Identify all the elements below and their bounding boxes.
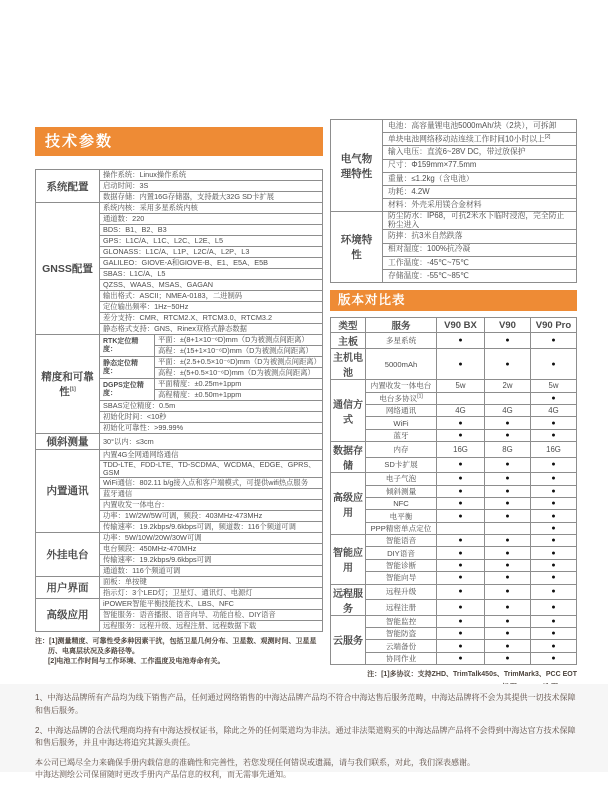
category-label: 数据存储 [331, 442, 366, 473]
section-label: 用户界面 [36, 576, 100, 598]
service-label: 智能向导 [366, 572, 437, 584]
spec-row [36, 335, 323, 346]
spec-value: 定位输出频率：1Hz~50Hz [100, 302, 323, 313]
category-label: 通信方式 [331, 380, 366, 442]
standard-dot: ● [531, 510, 577, 522]
standard-dot: ● [437, 349, 485, 380]
spec-row [36, 532, 323, 543]
spec-value: WiFi通信：802.11 b/g接入点和客户端模式，可提供wifi热点服务 [100, 477, 323, 488]
standard-dot: ● [437, 485, 485, 497]
compare-row [331, 535, 577, 547]
tech-specs-table [35, 169, 323, 632]
service-label: 电平衡 [366, 510, 437, 522]
spec-value: 操作系统：Linux操作系统 [100, 170, 323, 181]
section-label: 精度和可靠性[1] [36, 335, 100, 434]
category-label: 云服务 [331, 615, 366, 665]
standard-dot: ● [485, 547, 531, 559]
compare-row [331, 349, 577, 380]
spec-value: 输入电压：直流6~28V DC，带过放保护 [383, 146, 577, 159]
spec-value: 材料：外壳采用镁合金材料 [383, 199, 577, 212]
standard-dot: ● [531, 652, 577, 664]
compare-header-row [331, 318, 577, 333]
compare-row [331, 652, 577, 664]
spec-value: 电池：高容量锂电池5000mAh/块（2块），可拆卸 [383, 120, 577, 133]
standard-dot: ● [437, 497, 485, 509]
spec-row [36, 450, 323, 461]
category-label: 智能应用 [331, 535, 366, 585]
spec-value: 初始化时间：<10秒 [100, 412, 323, 423]
standard-dot: ● [531, 392, 577, 404]
standard-dot: ● [437, 628, 485, 640]
disclaimer-1: 1、中海达品牌所有产品均为线下销售产品，任何通过网络销售的中海达品牌产品均不符合中海达售后服务范畴，中海达品牌将不会为其提供一切技术保障和售后服务。 [35, 693, 576, 715]
service-label: 智能防盗 [366, 628, 437, 640]
compare-row [331, 417, 577, 429]
spec-row [36, 170, 323, 181]
standard-dot: ● [531, 457, 577, 473]
standard-dot: ● [485, 652, 531, 664]
compare-row [331, 547, 577, 559]
right-panel [330, 119, 577, 692]
service-label: 智能语音 [366, 535, 437, 547]
compare-value: 4G [485, 404, 531, 416]
section-label: 环境特性 [331, 212, 383, 283]
standard-dot: ● [531, 417, 577, 429]
spec-value: 智能服务：语音播报、语音向导、功能自检、DIY语音 [100, 609, 323, 620]
standard-dot: ● [485, 333, 531, 349]
section-label: 内置通讯 [36, 450, 100, 533]
compare-row [331, 380, 577, 392]
superscript: [1] [417, 393, 423, 400]
compare-row [331, 584, 577, 600]
spec-value: GLONASS：L1C/A、L1P、L2C/A、L2P、L3 [100, 247, 323, 258]
spec-value: 功耗：4.2W [383, 185, 577, 198]
spec-row [36, 434, 323, 450]
footnote-2: [2]电池工作时间与工作环境、工作温度及电池寿命有关。 [48, 658, 225, 666]
spec-value: 存储温度：-55℃~85℃ [383, 270, 577, 283]
service-label: 内存 [366, 442, 437, 458]
compare-row [331, 559, 577, 571]
compare-value: 5w [437, 380, 485, 392]
spec-row [331, 212, 577, 230]
standard-dot: ● [437, 457, 485, 473]
standard-dot: ● [437, 600, 485, 616]
standard-dot: ● [531, 333, 577, 349]
column-header: 类型 [331, 318, 366, 333]
spec-row [36, 203, 323, 214]
service-label: NFC [366, 497, 437, 509]
section-label: GNSS配置 [36, 203, 100, 335]
spec-value: 相对湿度：100%抗冷凝 [383, 243, 577, 256]
spec-value: 远程服务：远程升级、远程注册、远程数据下载 [100, 620, 323, 631]
disclaimer-4: 中海达测绘公司保留随时更改手册内产品信息的权利，而无需事先通知。 [35, 770, 291, 780]
compare-value: 2w [485, 380, 531, 392]
compare-row [331, 333, 577, 349]
standard-dot: ● [437, 417, 485, 429]
spec-value: 启动时间：3S [100, 181, 323, 192]
spec-value: GPS：L1C/A、L1C、L2C、L2E、L5 [100, 236, 323, 247]
standard-dot: ● [531, 485, 577, 497]
standard-dot: ● [437, 640, 485, 652]
service-label: 智能监控 [366, 615, 437, 627]
compare-value: 4G [531, 404, 577, 416]
category-label: 远程服务 [331, 584, 366, 615]
standard-dot: ● [485, 615, 531, 627]
compare-value: 4G [437, 404, 485, 416]
spec-value: 单块电池网络移动站连续工作时间10小时以上[2] [383, 133, 577, 146]
service-label: PPP精密单点定位 [366, 522, 437, 534]
compare-row [331, 628, 577, 640]
spec-value: 高程：±(5+0.5×10⁻⁶D)mm（D为被测点间距离） [155, 368, 323, 379]
compare-value: 16G [531, 442, 577, 458]
standard-dot: ● [485, 429, 531, 441]
spec-value: 面板：单按键 [100, 576, 323, 587]
service-label: 内置收发一体电台 [366, 380, 437, 392]
standard-dot: ● [531, 615, 577, 627]
superscript: [2] [544, 133, 551, 140]
spec-value: 重量：≤1.2kg（含电池） [383, 172, 577, 185]
service-label: 远程注册 [366, 600, 437, 616]
superscript: [1] [69, 386, 76, 393]
spec-value: 平面：±(2.5+0.5×10⁻⁶D)mm（D为被测点间距离） [155, 357, 323, 368]
footnote-1: 注：[1]测量精度、可靠性受多种因素干扰，包括卫星几何分布、卫星数、观测时间、卫星星历、电离层状况及多路径等。 [35, 637, 317, 655]
sub-label: DGPS定位精度： [100, 379, 155, 401]
compare-row [331, 392, 577, 404]
service-label: 云端备份 [366, 640, 437, 652]
standard-dot: ● [437, 473, 485, 485]
spec-row [36, 598, 323, 609]
standard-dot: ● [485, 349, 531, 380]
standard-dot: ● [531, 522, 577, 534]
compare-row [331, 615, 577, 627]
spec-value: SBAS：L1C/A、L5 [100, 269, 323, 280]
left-panel [35, 127, 323, 667]
spec-value: 蓝牙通信 [100, 488, 323, 499]
standard-dot: ● [437, 584, 485, 600]
standard-dot: ● [485, 584, 531, 600]
section-label: 电气物理特性 [331, 120, 383, 212]
section-label: 系统配置 [36, 170, 100, 203]
spec-row [36, 576, 323, 587]
service-label: 网络通讯 [366, 404, 437, 416]
spec-value: 尺寸：Φ159mm×77.5mm [383, 159, 577, 172]
compare-row [331, 485, 577, 497]
spec-value: 防摔：抗3米自然跌落 [383, 230, 577, 243]
spec-value: 输出格式：ASCII；NMEA-0183，二进制码 [100, 291, 323, 302]
compare-row [331, 404, 577, 416]
sub-label: RTK定位精度： [100, 335, 155, 357]
standard-dot: ● [531, 584, 577, 600]
service-label: 协同作业 [366, 652, 437, 664]
standard-dot: ● [485, 473, 531, 485]
standard-dot: ● [437, 535, 485, 547]
standard-dot: ● [437, 333, 485, 349]
compare-footnote: 注：[1]多协议：支持ZHD、TrimTalk450s、TrimMark3、PCC EOT [367, 671, 577, 679]
version-compare-title: 版本对比表 [330, 290, 577, 311]
standard-dot: ● [437, 510, 485, 522]
standard-dot: ● [485, 559, 531, 571]
service-label: DIY语音 [366, 547, 437, 559]
compare-value [437, 392, 485, 404]
category-label: 主机电池 [331, 349, 366, 380]
service-label: 蓝牙 [366, 429, 437, 441]
standard-dot: ● [531, 535, 577, 547]
standard-dot: ● [531, 559, 577, 571]
standard-dot: ● [531, 349, 577, 380]
column-header: 服务 [366, 318, 437, 333]
spec-value: 功率：1W/2W/5W可调，频段：403MHz-473MHz [100, 510, 323, 521]
spec-value: 指示灯：3个LED灯；卫星灯、通讯灯、电源灯 [100, 587, 323, 598]
service-label: SD卡扩展 [366, 457, 437, 473]
standard-dot: ● [437, 572, 485, 584]
compare-value [485, 522, 531, 534]
spec-value: 系统内核：采用多星系统内核 [100, 203, 323, 214]
disclaimer-2: 2、中海达品牌的合法代理商均持有中海达授权证书，除此之外的任何渠道均为非法。通过非法渠道购买的中海达品牌产品将不会得到中海达官方技术保障和售后服务，并且中海达将追究其源头责任。 [35, 725, 576, 748]
standard-dot: ● [485, 497, 531, 509]
footer-text [35, 692, 583, 781]
spec-value: 高程精度：±0.50m+1ppm [155, 390, 323, 401]
spec-value: 静态格式支持：GNS、Rinex双格式静态数据 [100, 324, 323, 335]
standard-dot: ● [531, 572, 577, 584]
compare-value: 8G [485, 442, 531, 458]
section-label: 高级应用 [36, 598, 100, 631]
spec-value: QZSS、WAAS、MSAS、GAGAN [100, 280, 323, 291]
service-label: 倾斜测量 [366, 485, 437, 497]
spec-value: 功率：5W/10W/20W/30W可调 [100, 532, 323, 543]
compare-value [485, 392, 531, 404]
compare-row [331, 522, 577, 534]
service-label: 电台多协议[1] [366, 392, 437, 404]
compare-row [331, 442, 577, 458]
sub-label: 静态定位精度： [100, 357, 155, 379]
standard-dot: ● [437, 652, 485, 664]
spec-value: 内置收发一体电台： [100, 499, 323, 510]
version-compare-table [330, 317, 577, 665]
compare-row [331, 640, 577, 652]
compare-value: 5w [531, 380, 577, 392]
spec-value: 内置4G全网通网络通信 [100, 450, 323, 461]
service-label: 电子气泡 [366, 473, 437, 485]
spec-value: 初始化可靠性：>99.99% [100, 423, 323, 434]
spec-value: 电台频段：450MHz-470MHz [100, 543, 323, 554]
spec-value: 30°以内：≤3cm [100, 434, 323, 450]
standard-dot: ● [437, 559, 485, 571]
spec-value: 数据存储：内置16G存储器，支持最大32G SD卡扩展 [100, 192, 323, 203]
service-label: WiFi [366, 417, 437, 429]
standard-dot: ● [485, 457, 531, 473]
service-label: 远程升级 [366, 584, 437, 600]
standard-dot: ● [531, 429, 577, 441]
standard-dot: ● [531, 547, 577, 559]
service-label: 多星系统 [366, 333, 437, 349]
standard-dot: ● [485, 572, 531, 584]
standard-dot: ● [531, 473, 577, 485]
standard-dot: ● [531, 640, 577, 652]
standard-dot: ● [531, 497, 577, 509]
spec-value: BDS：B1、B2、B3 [100, 225, 323, 236]
standard-dot: ● [437, 429, 485, 441]
spec-value: GALILEO：GIOVE-A和GIOVE-B、E1、E5A、E5B [100, 258, 323, 269]
physical-specs-table [330, 119, 577, 283]
category-label: 主板 [331, 333, 366, 349]
tech-specs-title: 技术参数 [35, 127, 323, 156]
service-label: 5000mAh [366, 349, 437, 380]
compare-row [331, 510, 577, 522]
compare-row [331, 572, 577, 584]
standard-dot: ● [485, 628, 531, 640]
standard-dot: ● [485, 535, 531, 547]
compare-row [331, 457, 577, 473]
spec-value: SBAS定位精度：0.5m [100, 401, 323, 412]
spec-value: 传输速率：19.2kbps/9.6kbps可调 [100, 554, 323, 565]
column-header: V90 BX [437, 318, 485, 333]
column-header: V90 Pro [531, 318, 577, 333]
standard-dot: ● [485, 510, 531, 522]
section-label: 外挂电台 [36, 532, 100, 576]
category-label: 高级应用 [331, 473, 366, 535]
compare-row [331, 497, 577, 509]
spec-value: 平面：±(8+1×10⁻⁶D)mm（D为被测点间距离） [155, 335, 323, 346]
standard-dot: ● [531, 600, 577, 616]
spec-value: 传输速率：19.2kbps/9.6kbps可调，频道数：116个频道可调 [100, 521, 323, 532]
spec-value: 差分支持：CMR、RTCM2.X、RTCM3.0、RTCM3.2 [100, 313, 323, 324]
standard-dot: ● [531, 628, 577, 640]
spec-value: 工作温度：-45℃~75℃ [383, 256, 577, 269]
standard-dot: ● [437, 547, 485, 559]
disclaimer-3: 本公司已竭尽全力来确保手册内载信息的准确性和完善性，若您发现任何错误或遗漏，请与我们联系，对此，我们深表感谢。 [35, 758, 475, 768]
column-header: V90 [485, 318, 531, 333]
compare-row [331, 429, 577, 441]
spec-value: 通道数：220 [100, 214, 323, 225]
spec-value: iPOWER智能平衡技能技术、LBS、NFC [100, 598, 323, 609]
standard-dot: ● [485, 640, 531, 652]
spec-row [331, 120, 577, 133]
compare-row [331, 473, 577, 485]
spec-value: 防尘防水：IP68，可抗2米水下临时浸泡，完全防止粉尘进入 [383, 212, 577, 230]
left-footnotes [35, 637, 323, 667]
service-label: 智能诊断 [366, 559, 437, 571]
standard-dot: ● [437, 615, 485, 627]
spec-value: TDD-LTE、FDD-LTE、TD-SCDMA、WCDMA、EDGE、GPRS、GSM [100, 461, 323, 478]
standard-dot: ● [485, 485, 531, 497]
spec-value: 通道数：116个频道可调 [100, 565, 323, 576]
standard-dot: ● [485, 417, 531, 429]
spec-value: 高程：±(15+1×10⁻⁶D)mm（D为被测点间距离） [155, 346, 323, 357]
section-label: 倾斜测量 [36, 434, 100, 450]
spec-value: 平面精度：±0.25m+1ppm [155, 379, 323, 390]
compare-value [437, 522, 485, 534]
standard-dot: ● [485, 600, 531, 616]
compare-row [331, 600, 577, 616]
compare-value: 16G [437, 442, 485, 458]
